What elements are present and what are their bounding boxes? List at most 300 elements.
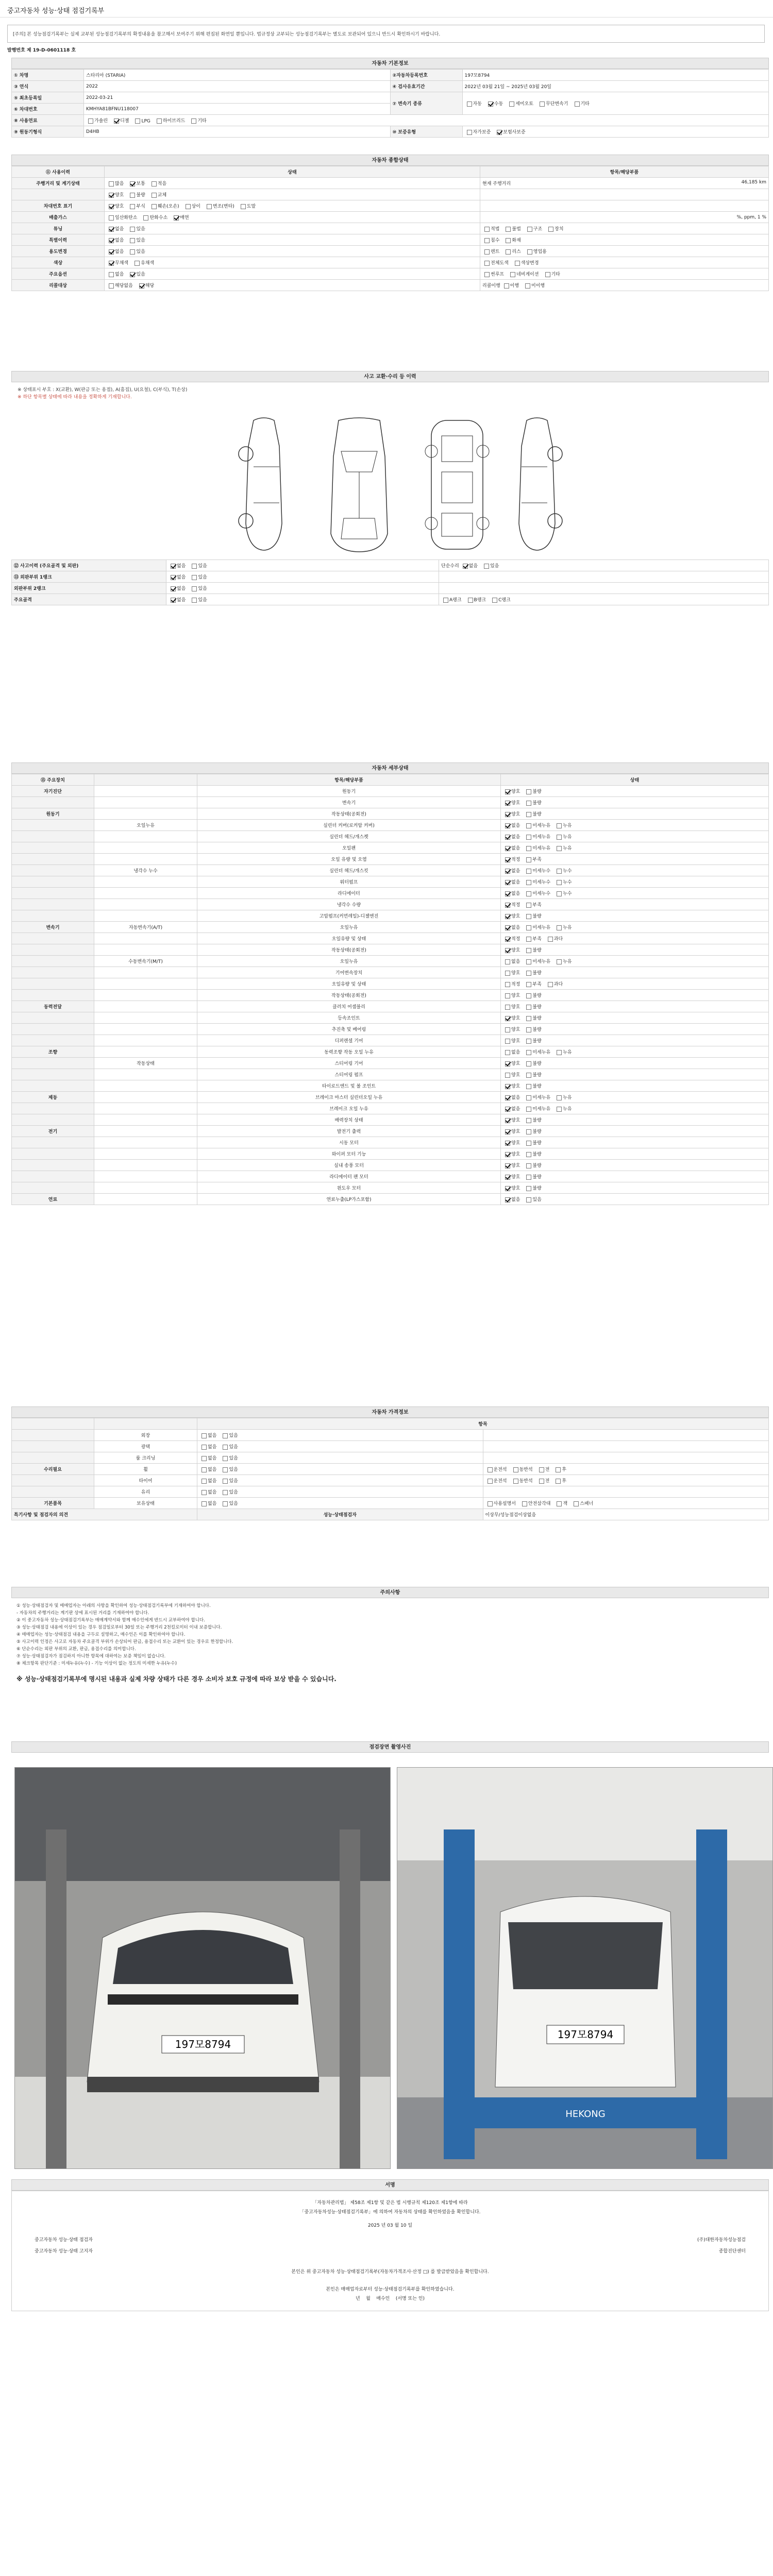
- check-option: [503, 1082, 520, 1089]
- table-header-row: [12, 166, 769, 178]
- sub-label: [94, 1069, 197, 1080]
- checkbox-icon: [505, 812, 510, 817]
- row-label: ⑬ 외판부위 1랭크: [12, 571, 166, 583]
- sign-year: 년: [355, 2296, 360, 2301]
- damage-legend: [11, 382, 769, 405]
- header-cell: 상태: [501, 774, 769, 786]
- check-option: [503, 1162, 520, 1168]
- checkbox-icon: [539, 1467, 544, 1472]
- check-option: [503, 901, 520, 908]
- option-label: 미이행: [531, 283, 545, 289]
- check-option: [199, 1488, 216, 1495]
- notice-list: [11, 1598, 769, 1671]
- group-label: [12, 1441, 94, 1452]
- option-label: 후: [562, 1467, 567, 1472]
- cell-value: 197모8794: [462, 70, 769, 81]
- table-row: [12, 1058, 769, 1069]
- table-row: [12, 126, 769, 138]
- option-label: 있음: [198, 575, 207, 580]
- status-cell: [197, 1464, 483, 1475]
- check-option: [524, 980, 541, 987]
- checkbox-icon: [505, 1197, 510, 1202]
- option-label: 불량: [532, 1186, 542, 1191]
- option-label: 부식: [136, 204, 145, 209]
- cell-label: ⑨ 원동기형식: [12, 126, 84, 138]
- plate-text: 197모8794: [175, 2038, 231, 2050]
- check-option: [537, 1477, 550, 1484]
- cell-value: 리콜이행: [482, 283, 500, 289]
- checkbox-icon: [557, 846, 562, 851]
- group-label: [12, 967, 94, 978]
- check-option: [503, 236, 520, 243]
- option-label: 자가보증: [473, 130, 491, 135]
- checkbox-icon: [505, 1186, 510, 1191]
- checkbox-icon: [505, 1163, 510, 1168]
- sub-label: [94, 1160, 197, 1171]
- car-left-side-icon: [233, 415, 295, 554]
- option-label: A랭크: [449, 598, 462, 603]
- group-label: [12, 1160, 94, 1171]
- check-option: [465, 128, 491, 135]
- check-option: [503, 935, 520, 942]
- checkbox-icon: [505, 993, 510, 998]
- table-row: [12, 1498, 769, 1509]
- status-cell: [501, 820, 769, 831]
- checkbox-icon: [484, 261, 490, 266]
- group-label: [12, 1024, 94, 1035]
- checkbox-icon: [505, 925, 510, 930]
- sub-label: [94, 1171, 197, 1182]
- checkbox-icon: [207, 204, 212, 209]
- check-option: [128, 248, 145, 255]
- check-option: [523, 282, 545, 289]
- sub-label: 자동변속기(A/T): [94, 922, 197, 933]
- cell-value: KMHYA81BFNU118007: [84, 104, 391, 115]
- group-label: [12, 876, 94, 888]
- check-option: [524, 901, 541, 908]
- check-option: [495, 128, 525, 135]
- status-cell: [197, 1475, 483, 1486]
- check-option: [524, 1048, 550, 1055]
- checkbox-icon: [526, 1095, 531, 1100]
- check-option: [199, 1454, 216, 1461]
- checkbox-icon: [557, 891, 562, 896]
- checkbox-icon: [506, 238, 511, 243]
- item-label: 오일 유량 및 오염: [197, 854, 501, 865]
- option-label: 없음: [511, 869, 520, 874]
- item-label: 실린더 헤드/개스켓: [197, 831, 501, 842]
- notice-item: ⑥ 단순수리는 외판 부위의 교환, 판금, 용접수리를 의미합니다.: [16, 1647, 136, 1652]
- detail-cell: [480, 212, 769, 223]
- check-option: [503, 833, 520, 840]
- plate-text: 197모8794: [557, 2028, 614, 2041]
- checkbox-icon: [548, 982, 553, 987]
- status-cell: [197, 1486, 483, 1498]
- option-label: 장치: [554, 227, 564, 232]
- checkbox-icon: [526, 1129, 531, 1134]
- check-option: [441, 596, 462, 603]
- sub-label: [94, 933, 197, 944]
- checkbox-icon: [526, 869, 531, 874]
- group-label: [12, 831, 94, 842]
- checkbox-icon: [152, 204, 157, 209]
- row-label: 튜닝: [12, 223, 105, 234]
- status-cell: [501, 1046, 769, 1058]
- sub-label: [94, 1137, 197, 1148]
- detail-cell: [439, 560, 769, 571]
- checkbox-icon: [201, 1456, 207, 1461]
- item-label: 광택: [94, 1441, 197, 1452]
- check-option: [537, 1466, 550, 1472]
- table-row: [12, 899, 769, 910]
- check-option: [572, 1500, 593, 1506]
- option-label: 없음: [511, 959, 520, 964]
- checkbox-icon: [505, 1084, 510, 1089]
- item-label: 배력장치 상태: [197, 1114, 501, 1126]
- option-label: 적정: [511, 903, 520, 908]
- status-cell: [501, 978, 769, 990]
- table-row: [12, 922, 769, 933]
- check-option: [524, 856, 541, 862]
- table-row: [12, 1035, 769, 1046]
- check-option: [128, 270, 145, 277]
- cell-label: ②자동차등록번호: [390, 70, 462, 81]
- checkbox-icon: [488, 1467, 493, 1472]
- option-label: 양호: [115, 204, 124, 209]
- check-option: [503, 1128, 520, 1134]
- checkbox-icon: [505, 869, 510, 874]
- option-label: 구조: [533, 227, 543, 232]
- option-label: 양호: [511, 1118, 520, 1123]
- cell-value: [462, 92, 769, 115]
- option-label: 없음: [468, 564, 478, 569]
- table-row: [12, 910, 769, 922]
- checkbox-icon: [505, 857, 510, 862]
- checkbox-icon: [526, 1197, 531, 1202]
- check-option: [524, 1037, 541, 1044]
- status-cell: [105, 246, 480, 257]
- option-label: 불량: [532, 1016, 542, 1021]
- checkbox-icon: [505, 959, 510, 964]
- check-option: [503, 1094, 520, 1100]
- checkbox-icon: [505, 982, 510, 987]
- checkbox-icon: [539, 1479, 544, 1484]
- table-row: [12, 944, 769, 956]
- group-label: [12, 1080, 94, 1092]
- option-label: 누수: [563, 891, 572, 896]
- checkbox-icon: [526, 971, 531, 976]
- status-cell: [501, 831, 769, 842]
- option-label: 양호: [511, 1027, 520, 1032]
- item-label: 동력조향 작동 오일 누유: [197, 1046, 501, 1058]
- check-option: [503, 1173, 520, 1180]
- table-row: [12, 246, 769, 257]
- check-option: [524, 867, 550, 874]
- price-table: [11, 1418, 769, 1520]
- item-label: 기어변속장치: [197, 967, 501, 978]
- status-cell: [501, 1171, 769, 1182]
- option-label: 불량: [532, 1061, 542, 1066]
- checkbox-icon: [556, 1467, 561, 1472]
- detail-cell: [480, 234, 769, 246]
- item-label: 작동상태(공회전): [197, 944, 501, 956]
- check-option: [554, 1105, 572, 1112]
- option-label: 불량: [532, 812, 542, 817]
- checkbox-icon: [139, 283, 144, 289]
- check-option: [221, 1500, 238, 1506]
- item-label: 오일누유: [197, 956, 501, 967]
- group-label: 변속기: [12, 922, 94, 933]
- check-option: [524, 912, 541, 919]
- status-cell: [501, 1148, 769, 1160]
- group-label: [12, 1012, 94, 1024]
- table-row: [12, 1092, 769, 1103]
- page-header: [0, 0, 773, 18]
- checkbox-icon: [526, 1027, 531, 1032]
- check-option: [524, 833, 550, 840]
- option-label: 없음: [177, 564, 186, 569]
- checkbox-icon: [526, 1084, 531, 1089]
- table-row: [12, 956, 769, 967]
- option-label: 없음: [208, 1433, 217, 1438]
- check-option: [190, 585, 207, 591]
- option-label: 있음: [136, 227, 145, 232]
- option-label: 불량: [532, 1027, 542, 1032]
- row-label: [12, 189, 105, 200]
- status-cell: [166, 583, 439, 594]
- item-label: 등속조인트: [197, 1012, 501, 1024]
- option-label: 부족: [532, 982, 542, 987]
- option-label: 없음: [511, 880, 520, 885]
- check-option: [554, 890, 572, 896]
- table-row: [12, 1441, 769, 1452]
- option-label: 적법: [491, 227, 500, 232]
- option-label: 동반석: [519, 1467, 533, 1472]
- check-option: [546, 225, 563, 232]
- check-option: [490, 596, 511, 603]
- option-label: 없음: [115, 227, 124, 232]
- option-label: 렌트: [491, 249, 500, 255]
- check-option: [465, 100, 482, 107]
- check-option: [485, 1477, 507, 1484]
- detail-cell: [483, 1430, 769, 1441]
- table-row: [12, 1137, 769, 1148]
- checkbox-icon: [109, 238, 114, 243]
- option-label: 적정: [511, 982, 520, 987]
- check-option: [461, 562, 478, 569]
- option-label: 훼손(오손): [157, 204, 179, 209]
- option-label: 불량: [532, 971, 542, 976]
- item-label: 실린더 커버(로커암 커버): [197, 820, 501, 831]
- cell-label: ⑤ 최초등록일: [12, 92, 84, 104]
- option-label: 있음: [229, 1456, 238, 1461]
- checkbox-icon: [505, 801, 510, 806]
- damage-section: [11, 371, 769, 605]
- option-label: 미세누수: [532, 869, 551, 874]
- detail-cell: [480, 189, 769, 200]
- group-label: [12, 933, 94, 944]
- checkbox-icon: [201, 1433, 207, 1438]
- option-label: 없음: [511, 835, 520, 840]
- check-option: [524, 1082, 541, 1089]
- sub-label: [94, 1012, 197, 1024]
- header-cell: [12, 1418, 94, 1430]
- sign-line: 「중고자동차성능·상태점검기록부」에 의하여 자동차의 상태를 확인하였음을 확인합니다.: [299, 2210, 481, 2215]
- check-option: [107, 180, 124, 187]
- check-option: [524, 992, 541, 998]
- item-label: 휠: [94, 1464, 197, 1475]
- damage-table: [11, 560, 769, 605]
- status-cell: [105, 212, 480, 223]
- sub-label: [94, 842, 197, 854]
- option-label: 미세누유: [532, 1107, 551, 1112]
- checkbox-icon: [143, 215, 148, 221]
- option-label: 없음: [511, 823, 520, 828]
- checkbox-icon: [526, 857, 531, 862]
- check-option: [107, 214, 137, 221]
- checkbox-icon: [505, 1039, 510, 1044]
- sub-label: [94, 876, 197, 888]
- check-option: [524, 1071, 541, 1078]
- table-row: [12, 990, 769, 1001]
- check-option: [524, 969, 541, 976]
- status-cell: [501, 944, 769, 956]
- header-cell: [94, 1418, 197, 1430]
- row-label: 외판부위 2랭크: [12, 583, 166, 594]
- checkbox-icon: [575, 101, 580, 107]
- cell-label: ④ 검사유효기간: [390, 81, 462, 92]
- sign-box: [11, 2191, 769, 2311]
- status-cell: [501, 1035, 769, 1046]
- item-label: 실내 송풍 모터: [197, 1160, 501, 1171]
- header-cell: [94, 774, 197, 786]
- table-row: [12, 178, 769, 189]
- option-label: 화재: [512, 238, 521, 243]
- checkbox-icon: [109, 181, 114, 187]
- checkbox-icon: [241, 204, 246, 209]
- sign-title: 서명: [11, 2179, 769, 2191]
- row-label: 성능·상태점검자: [197, 1509, 483, 1520]
- table-row: [12, 560, 769, 571]
- checkbox-icon: [505, 1016, 510, 1021]
- status-cell: [166, 571, 439, 583]
- check-option: [524, 799, 541, 806]
- basic-info-table: [11, 69, 769, 138]
- option-label: 색상변경: [520, 261, 539, 266]
- table-row: [12, 268, 769, 280]
- basic-info-section: [11, 58, 769, 138]
- cell-value: [84, 115, 769, 126]
- option-label: 있음: [136, 238, 145, 243]
- detail-cell: [480, 178, 769, 189]
- checkbox-icon: [192, 598, 197, 603]
- sub-label: [94, 797, 197, 808]
- check-option: [485, 1466, 507, 1472]
- option-label: 있음: [229, 1467, 238, 1472]
- check-option: [503, 878, 520, 885]
- sign-row: [19, 2234, 761, 2246]
- checkbox-icon: [526, 914, 531, 919]
- status-cell: [105, 257, 480, 268]
- option-label: 미세누수: [532, 880, 551, 885]
- option-label: 누유: [563, 835, 572, 840]
- check-option: [503, 1026, 520, 1032]
- check-option: [107, 236, 124, 243]
- checkbox-icon: [484, 227, 490, 232]
- sub-label: 수동변속기(M/T): [94, 956, 197, 967]
- checkbox-icon: [526, 1186, 531, 1191]
- notice-section: [11, 1587, 769, 1686]
- table-row: [12, 1475, 769, 1486]
- checkbox-icon: [557, 1501, 562, 1506]
- checkbox-icon: [192, 575, 197, 580]
- check-option: [524, 1173, 541, 1180]
- row-label: 주요옵션: [12, 268, 105, 280]
- check-option: [503, 1037, 520, 1044]
- row-label: 배출가스: [12, 212, 105, 223]
- checkbox-icon: [192, 586, 197, 591]
- item-label: 냉각수 수량: [197, 899, 501, 910]
- option-label: 불량: [532, 1175, 542, 1180]
- checkbox-icon: [223, 1456, 228, 1461]
- status-cell: [501, 854, 769, 865]
- group-label: [12, 1452, 94, 1464]
- checkbox-icon: [526, 1141, 531, 1146]
- option-label: 탄화수소: [149, 215, 168, 221]
- notice-item: - 자동차의 주행거리는 계기판 상에 표시된 거리를 기재하여야 합니다.: [16, 1611, 149, 1616]
- option-label: 누수: [563, 869, 572, 874]
- checkbox-icon: [186, 204, 191, 209]
- checkbox-icon: [109, 283, 114, 289]
- check-option: [503, 890, 520, 896]
- option-label: 양호: [511, 1073, 520, 1078]
- check-option: [86, 117, 108, 124]
- option-label: 없음: [208, 1490, 217, 1495]
- detail-cell: [439, 594, 769, 605]
- check-option: [524, 1139, 541, 1146]
- check-option: [221, 1477, 238, 1484]
- check-option: [554, 958, 572, 964]
- detail-cell: [480, 257, 769, 268]
- checkbox-icon: [526, 1039, 531, 1044]
- checkbox-icon: [548, 937, 553, 942]
- table-row: [12, 280, 769, 291]
- option-label: 없음: [177, 586, 186, 591]
- checkbox-icon: [526, 1005, 531, 1010]
- checkbox-icon: [152, 193, 157, 198]
- check-option: [524, 1162, 541, 1168]
- checkbox-icon: [526, 925, 531, 930]
- check-option: [524, 810, 541, 817]
- check-option: [503, 1071, 520, 1078]
- car-diagram: [11, 405, 769, 560]
- sign-value: (주)대한자동차성능점검: [697, 2238, 746, 2243]
- group-label: [12, 888, 94, 899]
- option-label: 스패너: [580, 1501, 594, 1506]
- option-label: 없음: [208, 1445, 217, 1450]
- checkbox-icon: [484, 249, 490, 255]
- option-label: 없음: [511, 891, 520, 896]
- row-label: 색상: [12, 257, 105, 268]
- cell-label: ⑥ 차대번호: [12, 104, 84, 115]
- option-label: 전체도색: [491, 261, 509, 266]
- checkbox-icon: [574, 1501, 579, 1506]
- checkbox-icon: [171, 564, 176, 569]
- sub-label: [94, 1001, 197, 1012]
- detail-title: 자동차 세부상태: [11, 762, 769, 774]
- table-row: [12, 1080, 769, 1092]
- option-label: 적정: [511, 937, 520, 942]
